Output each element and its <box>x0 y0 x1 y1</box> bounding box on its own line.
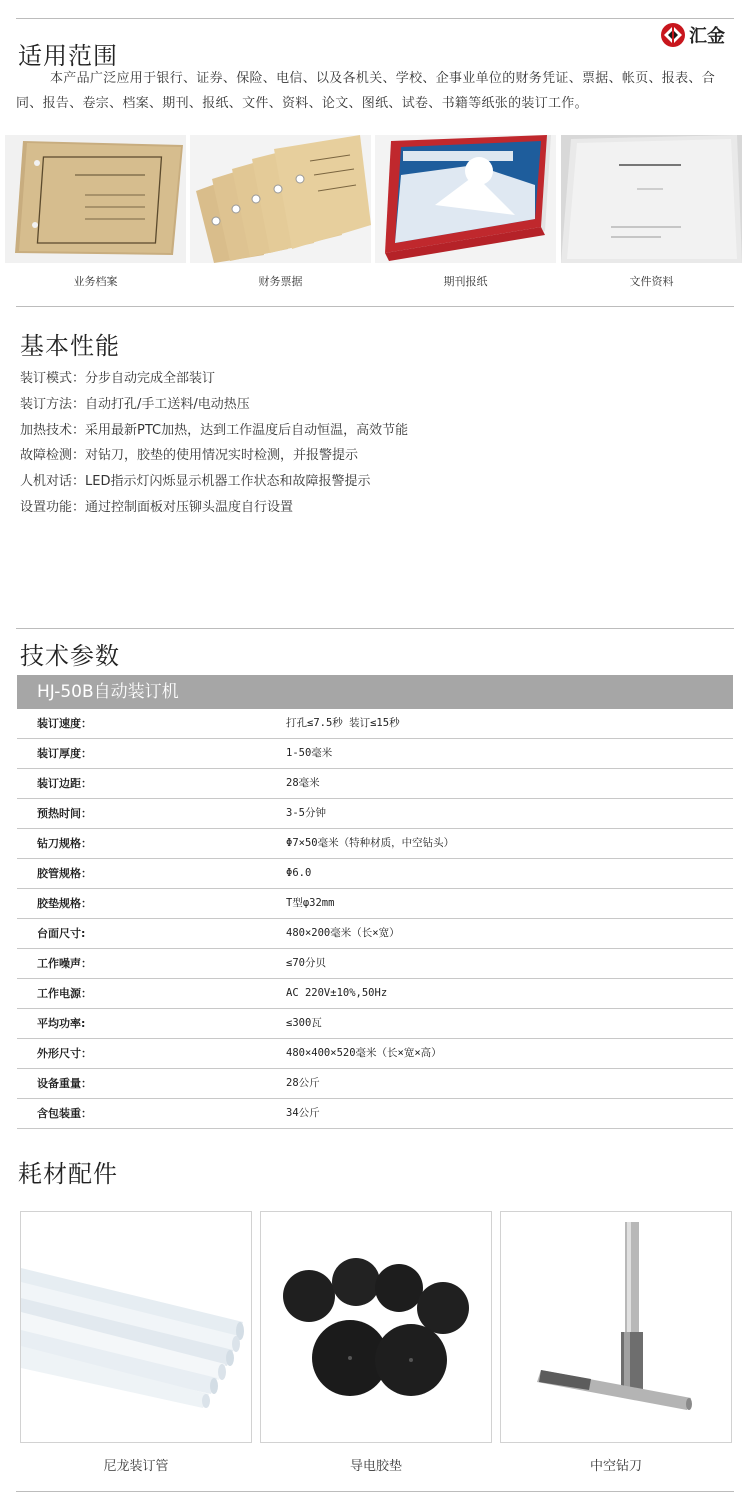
table-row <box>17 739 733 769</box>
table-row <box>17 799 733 829</box>
specs-model-header: HJ-50B自动装订机 <box>17 675 733 709</box>
table-row <box>17 979 733 1009</box>
spec-key: 含包装重： <box>37 1107 92 1120</box>
brand-logo-text: 汇金 <box>689 26 725 47</box>
spec-key: 胶垫规格： <box>37 897 92 910</box>
spec-key: 外形尺寸： <box>37 1047 92 1060</box>
scope-title: 适用范围 <box>18 42 118 70</box>
table-row <box>17 919 733 949</box>
spec-value: ≤300瓦 <box>286 1017 322 1029</box>
specs-divider <box>16 628 734 629</box>
spec-key: 台面尺寸: <box>37 927 86 940</box>
spec-value: ≤70分贝 <box>286 957 326 969</box>
performance-item: 加热技术：采用最新PTC加热，达到工作温度后自动恒温，高效节能 <box>20 422 409 438</box>
spec-key: 装订厚度： <box>37 747 92 760</box>
performance-item: 装订模式：分步自动完成全部装订 <box>20 371 216 386</box>
table-row <box>17 1069 733 1099</box>
scope-item-label: 财务票据 <box>258 275 303 288</box>
table-row <box>17 859 733 889</box>
table-row <box>17 829 733 859</box>
scope-intro: 本产品广泛应用于银行、证券、保险、电信、以及各机关、学校、企事业单位的财务凭证、票据、帐页、报表、合同、报告、卷宗、档案、期刊、报纸、文件、资料、论文、图纸、试卷、书籍等纸张的装订工作。 <box>16 71 716 111</box>
spec-value: 28毫米 <box>286 777 320 789</box>
finance-notes-image <box>190 135 371 263</box>
brand-logo <box>660 22 725 48</box>
performance-item: 设置功能：通过控制面板对压铆头温度自行设置 <box>20 499 294 515</box>
scope-item-business-archive <box>5 135 186 288</box>
specs-title: 技术参数 <box>20 642 120 670</box>
spec-key: 装订边距： <box>37 777 92 790</box>
scope-item-finance-notes <box>190 135 371 288</box>
table-row <box>17 889 733 919</box>
periodicals-image <box>375 135 556 263</box>
table-row <box>17 769 733 799</box>
spec-value: 打孔≤7.5秒 装订≤15秒 <box>286 717 400 729</box>
spec-key: 预热时间： <box>37 807 92 820</box>
bottom-divider <box>16 1491 734 1492</box>
spec-value: T型φ32mm <box>286 897 335 909</box>
table-row <box>17 949 733 979</box>
nylon-tube-image <box>20 1211 252 1443</box>
scope-item-label: 业务档案 <box>73 275 118 288</box>
performance-list <box>20 366 408 521</box>
table-row <box>17 709 733 739</box>
table-row <box>17 1099 733 1129</box>
spec-value: 480×400×520毫米（长×宽×高） <box>286 1047 442 1059</box>
specs-table <box>17 709 733 1129</box>
spec-key: 装订速度： <box>37 717 92 730</box>
performance-divider <box>16 306 734 307</box>
spec-key: 设备重量： <box>37 1077 92 1090</box>
spec-value: 28公斤 <box>286 1077 320 1089</box>
consumable-label: 尼龙装订管 <box>103 1459 169 1474</box>
spec-value: Φ7×50毫米（特种材质，中空钻头） <box>286 837 455 849</box>
spec-value: 3-5分钟 <box>286 807 326 819</box>
spec-key: 胶管规格： <box>37 867 92 880</box>
consumable-label: 中空钻刀 <box>589 1459 642 1474</box>
spec-key: 工作噪声： <box>37 957 92 970</box>
documents-image <box>561 135 742 263</box>
scope-item-label: 期刊报纸 <box>443 275 488 288</box>
top-divider <box>16 18 734 19</box>
performance-item: 人机对话：LED指示灯闪烁显示机器工作状态和故障报警提示 <box>20 474 371 490</box>
rubber-pad-image <box>260 1211 492 1443</box>
brand-logo-icon <box>660 22 686 48</box>
performance-item: 故障检测：对钻刀，胶垫的使用情况实时检测，并报警提示 <box>20 448 359 464</box>
spec-value: Φ6.0 <box>286 867 312 879</box>
spec-key: 工作电源： <box>37 987 92 1000</box>
spec-key: 钻刀规格： <box>37 837 92 850</box>
consumable-label: 导电胶垫 <box>349 1459 402 1474</box>
scope-gallery <box>5 135 745 295</box>
table-row <box>17 1009 733 1039</box>
performance-title: 基本性能 <box>20 332 120 360</box>
business-archive-image <box>5 135 186 263</box>
scope-item-label: 文件资料 <box>629 275 674 288</box>
spec-value: 1-50毫米 <box>286 747 333 759</box>
spec-value: 34公斤 <box>286 1107 320 1119</box>
table-row <box>17 1039 733 1069</box>
consumables-title: 耗材配件 <box>18 1160 118 1188</box>
spec-value: 480×200毫米（长×宽） <box>286 927 400 939</box>
performance-item: 装订方法：自动打孔/手工送料/电动热压 <box>20 396 250 412</box>
scope-item-documents <box>561 135 742 288</box>
scope-item-periodicals <box>375 135 556 288</box>
spec-key: 平均功率: <box>37 1017 86 1030</box>
spec-value: AC 220V±10%,50Hz <box>286 987 388 999</box>
hollow-drill-image <box>500 1211 732 1443</box>
